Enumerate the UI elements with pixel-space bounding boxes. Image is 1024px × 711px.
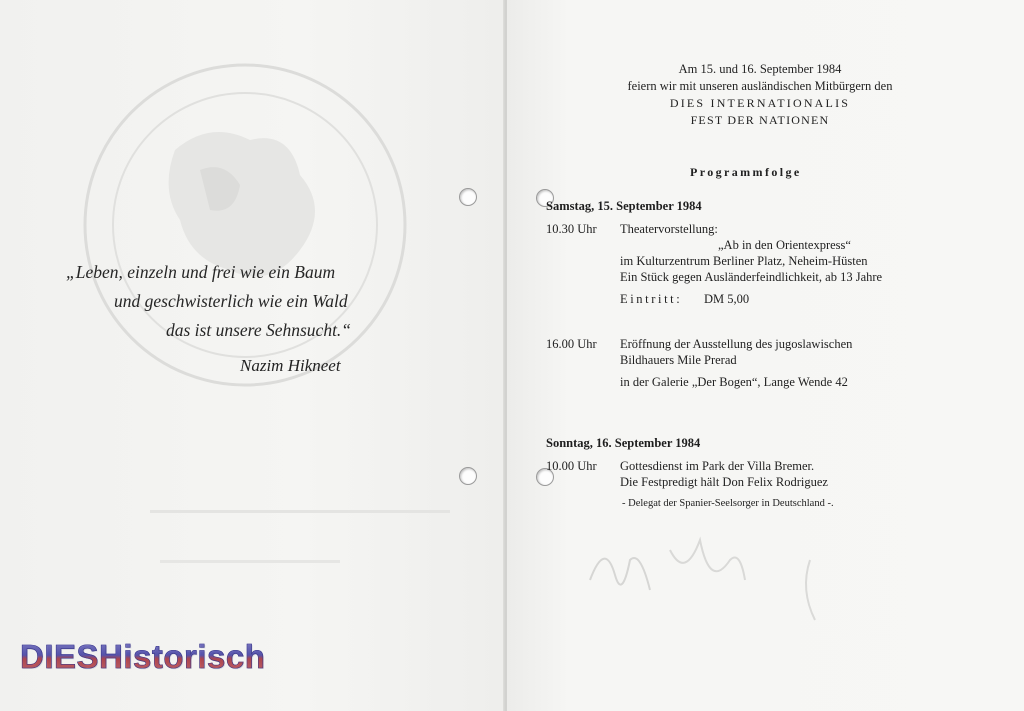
dieshistorisch-watermark: DIESHistorisch: [20, 638, 266, 675]
event-title: Eröffnung der Ausstellung des jugoslawischen: [620, 337, 853, 351]
header-fest-name: FEST DER NATIONEN: [690, 113, 830, 127]
punch-hole: [459, 467, 477, 485]
event-note: - Delegat der Spanier-Seelsorger in Deutschland -.: [622, 498, 834, 509]
left-page: [0, 0, 505, 711]
entry-fee-label: Eintritt:: [620, 292, 683, 306]
event-title: Theatervorstellung:: [620, 222, 718, 236]
bleed-through-signatures: [560, 520, 820, 630]
quote-line: das ist unsere Sehnsucht.“: [166, 320, 352, 340]
event-description: Ein Stück gegen Ausländerfeindlichkeit, ab 13 Jahre: [620, 270, 883, 284]
event-title: Gottesdienst im Park der Villa Bremer.: [620, 459, 815, 473]
event-sermon: Die Festpredigt hält Don Felix Rodriguez: [620, 475, 828, 489]
poem-quote: [62, 258, 402, 345]
event-location: in der Galerie „Der Bogen“, Lange Wende 42: [620, 375, 848, 389]
header-dates: Am 15. und 16. September 1984: [678, 62, 842, 76]
entry-fee-value: DM 5,00: [704, 292, 750, 306]
day-heading-saturday: Samstag, 15. September 1984: [546, 199, 702, 213]
event-time: 10.30 Uhr: [546, 222, 597, 236]
header-event-name: DIES INTERNATIONALIS: [669, 96, 851, 110]
quote-line: und geschwisterlich wie ein Wald: [114, 291, 348, 311]
punch-hole: [459, 188, 477, 206]
event-time: 16.00 Uhr: [546, 337, 597, 351]
event-artist: Bildhauers Mile Prerad: [620, 353, 737, 367]
quote-author: Nazim Hikneet: [240, 356, 341, 375]
quote-line: „Leben, einzeln und frei wie ein Baum: [66, 262, 336, 282]
program-title: Programmfolge: [690, 165, 802, 179]
day-heading-sunday: Sonntag, 16. September 1984: [546, 436, 701, 450]
header-text: feiern wir mit unseren ausländischen Mitbürgern den: [627, 79, 893, 93]
event-play-title: „Ab in den Orientexpress“: [718, 238, 851, 252]
event-time: 10.00 Uhr: [546, 459, 597, 473]
event-location: im Kulturzentrum Berliner Platz, Neheim-Hüsten: [620, 254, 868, 268]
